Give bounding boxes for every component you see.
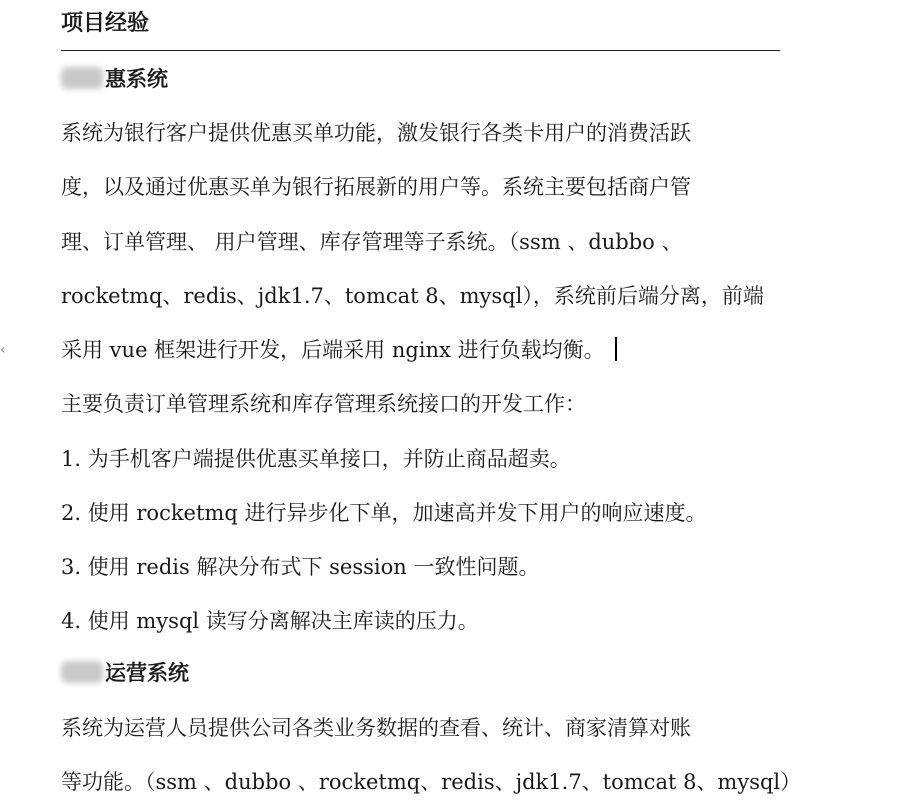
list-item-text: 2. 使用 rocketmq 进行异步化下单，加速高并发下用户的响应速度。	[61, 501, 707, 525]
paragraph-line	[61, 767, 801, 797]
paragraph-line	[61, 281, 764, 311]
paragraph-line-text: 系统为运营人员提供公司各类业务数据的查看、统计、商家清算对账	[61, 716, 691, 740]
section-heading: 项目经验	[61, 11, 150, 36]
list-item	[61, 606, 479, 636]
margin-marker: ‹	[0, 342, 6, 358]
paragraph-line	[61, 227, 683, 257]
paragraph-line	[61, 335, 617, 365]
list-item-text: 3. 使用 redis 解决分布式下 session 一致性问题。	[61, 555, 540, 579]
list-item	[61, 552, 539, 582]
paragraph-line	[61, 172, 691, 202]
heading-divider	[61, 50, 780, 51]
paragraph-line-text: 度，以及通过优惠买单为银行拓展新的用户等。系统主要包括商户管	[61, 175, 691, 199]
redacted-text	[61, 67, 103, 89]
list-item-text: 1. 为手机客户端提供优惠买单接口，并防止商品超卖。	[61, 447, 571, 471]
paragraph-line-text: rocketmq、redis、jdk1.7、tomcat 8、mysql），系统前后端分离，前端	[61, 284, 764, 308]
paragraph-line-text: 采用 vue 框架进行开发，后端采用 nginx 进行负载均衡。	[61, 338, 605, 362]
list-item	[61, 498, 706, 528]
paragraph-line-text: 系统为银行客户提供优惠买单功能，激发银行各类卡用户的消费活跃	[61, 121, 691, 145]
paragraph-line	[61, 118, 780, 148]
responsibility-line	[61, 389, 586, 419]
project-title-1	[61, 64, 168, 94]
project-title-2	[61, 658, 189, 688]
paragraph-line-text: 理、订单管理、 用户管理、库存管理等子系统。（ssm 、dubbo 、	[61, 230, 683, 254]
paragraph-line	[61, 713, 691, 743]
responsibility-text: 主要负责订单管理系统和库存管理系统接口的开发工作：	[61, 392, 586, 416]
paragraph-line-text: 等功能。（ssm 、dubbo 、rocketmq、redis、jdk1.7、tomcat 8、mysql）	[61, 770, 802, 794]
project-title-2-text: 运营系统	[105, 661, 189, 685]
list-item-text: 4. 使用 mysql 读写分离解决主库读的压力。	[61, 609, 479, 633]
text-cursor	[615, 337, 617, 361]
redacted-text	[61, 661, 103, 683]
list-item	[61, 444, 571, 474]
project-title-1-text: 惠系统	[105, 67, 168, 91]
